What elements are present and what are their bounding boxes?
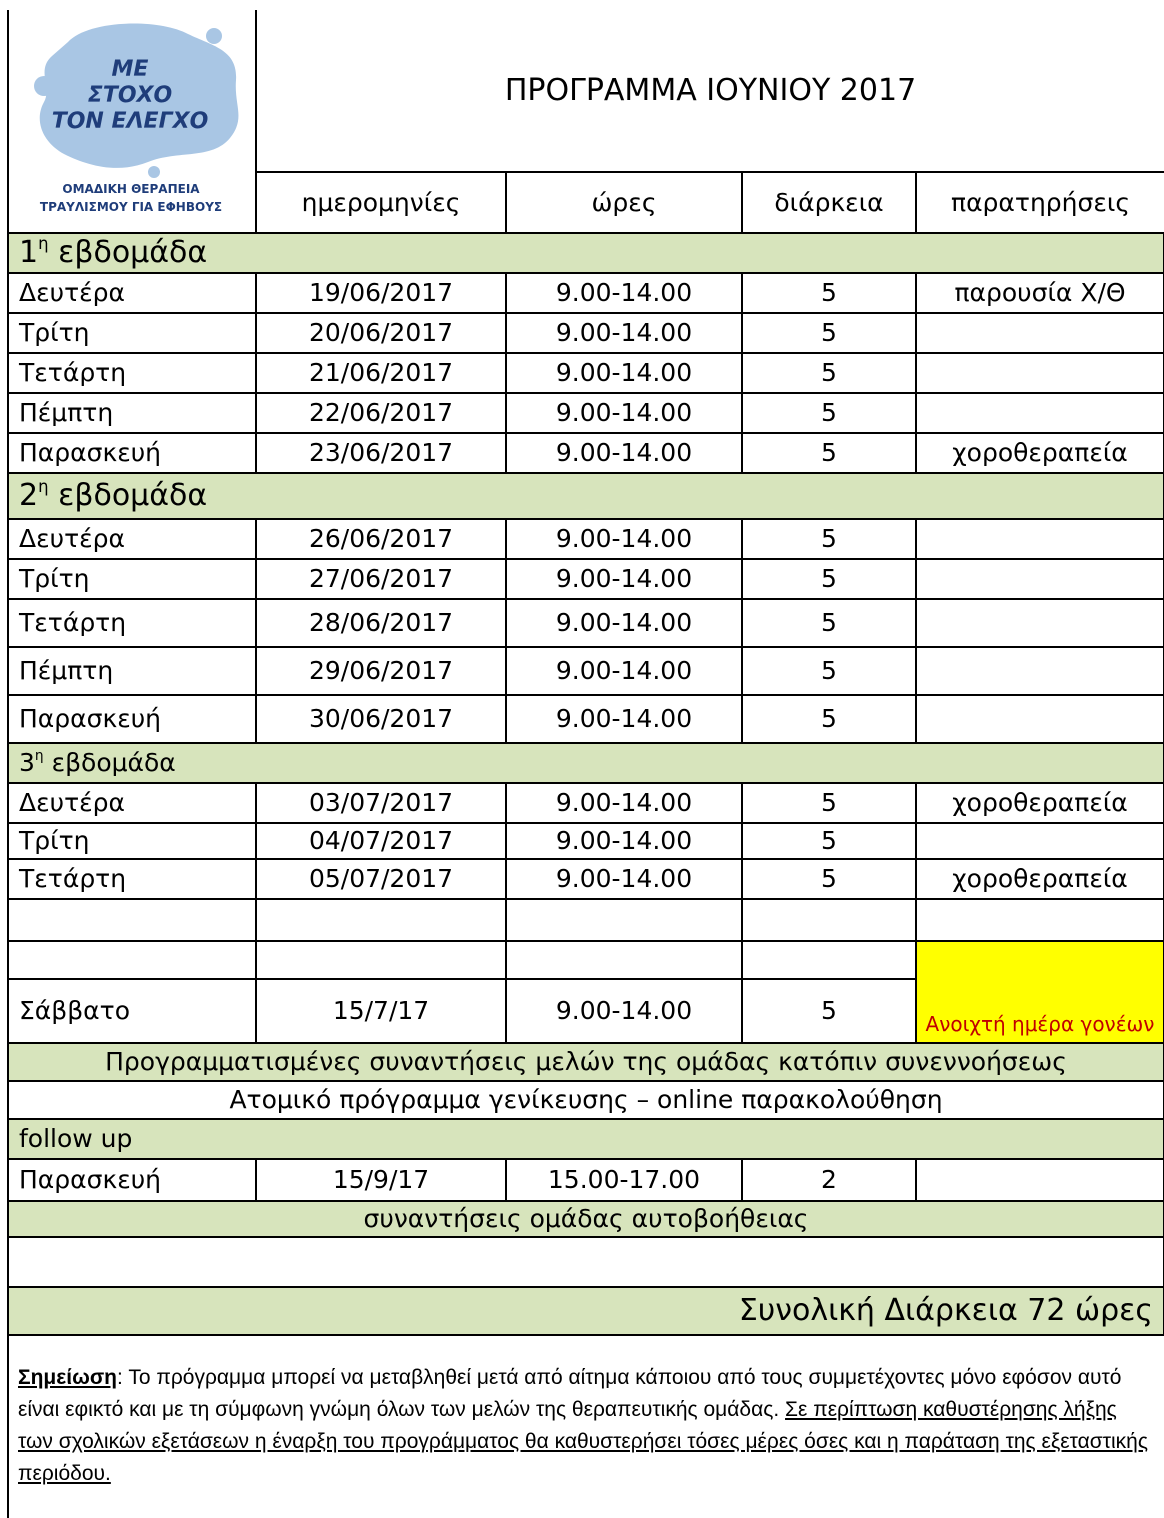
note-cell (916, 1159, 1164, 1201)
note-cell (916, 559, 1164, 599)
day-cell: Τρίτη (8, 823, 256, 859)
week-2-header (8, 473, 1164, 519)
day-cell: Πέμπτη (8, 393, 256, 433)
logo-subtitle-2: ΤΡΑΥΛΙΣΜΟΥ ΓΙΑ ΕΦΗΒΟΥΣ (39, 200, 223, 214)
date-cell: 26/06/2017 (256, 519, 506, 559)
date-cell: 30/06/2017 (256, 695, 506, 743)
duration-cell: 5 (742, 783, 916, 823)
duration-cell: 5 (742, 599, 916, 647)
date-cell: 15/7/17 (256, 979, 506, 1043)
day-cell: Παρασκευή (8, 695, 256, 743)
hours-cell: 9.00-14.00 (506, 393, 742, 433)
duration-cell: 5 (742, 695, 916, 743)
day-cell: Σάββατο (8, 979, 256, 1043)
date-cell: 22/06/2017 (256, 393, 506, 433)
week-3-label: $3^\eta$ εβδομάδα (8, 743, 1164, 783)
table-row (8, 599, 1164, 647)
week-1-label: $1^\eta$ εβδομάδα (8, 233, 1164, 273)
table-row (8, 313, 1164, 353)
note-cell (916, 647, 1164, 695)
table-row (8, 783, 1164, 823)
note-cell (916, 599, 1164, 647)
note-underlined-text: Σε περίπτωση καθυστέρησης λήξης των σχολικών εξετάσεων η έναρξη του προγράμματος θα καθυστερήσει τόσες μέρες όσες και η παράταση της εξεταστικής περιόδου. (18, 1398, 1148, 1485)
duration-cell: 5 (742, 559, 916, 599)
blank-row (8, 1237, 1164, 1287)
date-cell: 19/06/2017 (256, 273, 506, 313)
hours-cell: 9.00-14.00 (506, 273, 742, 313)
scheduled-meetings-text: Προγραμματισμένες συναντήσεις μελών της ομάδας κατόπιν συνεννοήσεως (8, 1043, 1164, 1081)
table-row (8, 393, 1164, 433)
note-cell: χοροθεραπεία (916, 859, 1164, 899)
title-row (8, 10, 1164, 172)
hours-cell: 9.00-14.00 (506, 859, 742, 899)
date-cell: 27/06/2017 (256, 559, 506, 599)
self-help-row (8, 1201, 1164, 1237)
day-cell: Παρασκευή (8, 433, 256, 473)
total-row (8, 1287, 1164, 1335)
date-cell: 28/06/2017 (256, 599, 506, 647)
note-cell (916, 823, 1164, 859)
logo (8, 10, 254, 226)
note-text: Το πρόγραμμα μπορεί να μεταβληθεί μετά από αίτημα κάποιου από τους συμμετέχοντες μόνο εφόσον αυτό είναι εφικτό και με τη σύμφωνη γνώμη όλων των μελών της θεραπευτικής ομάδας. (18, 1366, 1122, 1421)
note-cell: χοροθεραπεία (916, 433, 1164, 473)
logo-line-3: ΤΟΝ ΕΛΕΓΧΟ (51, 109, 209, 134)
note-colon: : (117, 1366, 123, 1389)
empty-row (8, 941, 1164, 979)
hours-cell: 9.00-14.00 (506, 783, 742, 823)
hours-cell: 9.00-14.00 (506, 647, 742, 695)
date-cell: 15/9/17 (256, 1159, 506, 1201)
day-cell: Παρασκευή (8, 1159, 256, 1201)
week-2-label: $2^\eta$ εβδομάδα (8, 473, 1164, 519)
table-row (8, 353, 1164, 393)
date-cell: 21/06/2017 (256, 353, 506, 393)
week-3-header (8, 743, 1164, 783)
day-cell: Δευτέρα (8, 519, 256, 559)
header-dates: ημερομηνίες (256, 172, 506, 232)
note-paragraph (18, 1362, 1148, 1490)
table-row (8, 559, 1164, 599)
note-cell (916, 695, 1164, 743)
note-cell (916, 313, 1164, 353)
duration-cell: 2 (742, 1159, 916, 1201)
date-cell: 20/06/2017 (256, 313, 506, 353)
page-title: ΠΡΟΓΡΑΜΜΑ ΙΟΥΝΙΟΥ 2017 (256, 10, 1164, 172)
followup-label: follow up (8, 1119, 1164, 1159)
duration-cell: 5 (742, 393, 916, 433)
table-row (8, 823, 1164, 859)
note-cell: χοροθεραπεία (916, 783, 1164, 823)
total-duration: Συνολική Διάρκεια 72 ώρες (8, 1287, 1164, 1335)
open-day-note: Ανοιχτή ημέρα γονέων (916, 941, 1164, 1043)
day-cell: Δευτέρα (8, 783, 256, 823)
hours-cell: 9.00-14.00 (506, 519, 742, 559)
individual-program-row (8, 1081, 1164, 1119)
followup-header (8, 1119, 1164, 1159)
date-cell: 23/06/2017 (256, 433, 506, 473)
note-cell (916, 353, 1164, 393)
hours-cell: 15.00-17.00 (506, 1159, 742, 1201)
hours-cell: 9.00-14.00 (506, 353, 742, 393)
logo-cell (8, 10, 256, 233)
duration-cell: 5 (742, 823, 916, 859)
day-cell: Τετάρτη (8, 859, 256, 899)
hours-cell: 9.00-14.00 (506, 599, 742, 647)
table-row (8, 695, 1164, 743)
followup-row (8, 1159, 1164, 1201)
date-cell: 05/07/2017 (256, 859, 506, 899)
day-cell: Τρίτη (8, 559, 256, 599)
duration-cell: 5 (742, 647, 916, 695)
table-row (8, 273, 1164, 313)
hours-cell: 9.00-14.00 (506, 433, 742, 473)
note-cell (916, 393, 1164, 433)
logo-subtitle-1: ΟΜΑΔΙΚΗ ΘΕΡΑΠΕΙΑ (62, 182, 200, 196)
date-cell: 29/06/2017 (256, 647, 506, 695)
table-row (8, 433, 1164, 473)
day-cell: Τρίτη (8, 313, 256, 353)
day-cell: Δευτέρα (8, 273, 256, 313)
logo-line-1: ΜΕ (111, 57, 149, 82)
duration-cell: 5 (742, 313, 916, 353)
day-cell: Πέμπτη (8, 647, 256, 695)
empty-row (8, 899, 1164, 941)
day-cell: Τετάρτη (8, 353, 256, 393)
date-cell: 03/07/2017 (256, 783, 506, 823)
hours-cell: 9.00-14.00 (506, 695, 742, 743)
duration-cell: 5 (742, 979, 916, 1043)
day-cell: Τετάρτη (8, 599, 256, 647)
header-notes: παρατηρήσεις (916, 172, 1164, 232)
date-cell: 04/07/2017 (256, 823, 506, 859)
duration-cell: 5 (742, 353, 916, 393)
individual-program-text: Ατομικό πρόγραμμα γενίκευσης – online παρακολούθηση (8, 1081, 1164, 1119)
logo-line-2: ΣΤΟΧΟ (87, 83, 173, 108)
hours-cell: 9.00-14.00 (506, 823, 742, 859)
scheduled-meetings-row (8, 1043, 1164, 1081)
hours-cell: 9.00-14.00 (506, 313, 742, 353)
schedule-table (7, 10, 1164, 1336)
duration-cell: 5 (742, 433, 916, 473)
duration-cell: 5 (742, 273, 916, 313)
duration-cell: 5 (742, 519, 916, 559)
note-label: Σημείωση (18, 1366, 118, 1389)
week-1-header (8, 233, 1164, 273)
table-row (8, 859, 1164, 899)
note-cell: παρουσία Χ/Θ (916, 273, 1164, 313)
header-hours: ώρες (506, 172, 742, 232)
table-row (8, 519, 1164, 559)
header-duration: διάρκεια (742, 172, 916, 232)
duration-cell: 5 (742, 859, 916, 899)
hours-cell: 9.00-14.00 (506, 979, 742, 1043)
hours-cell: 9.00-14.00 (506, 559, 742, 599)
note-cell (916, 519, 1164, 559)
table-row (8, 647, 1164, 695)
self-help-text: συναντήσεις ομάδας αυτοβοήθειας (8, 1201, 1164, 1237)
